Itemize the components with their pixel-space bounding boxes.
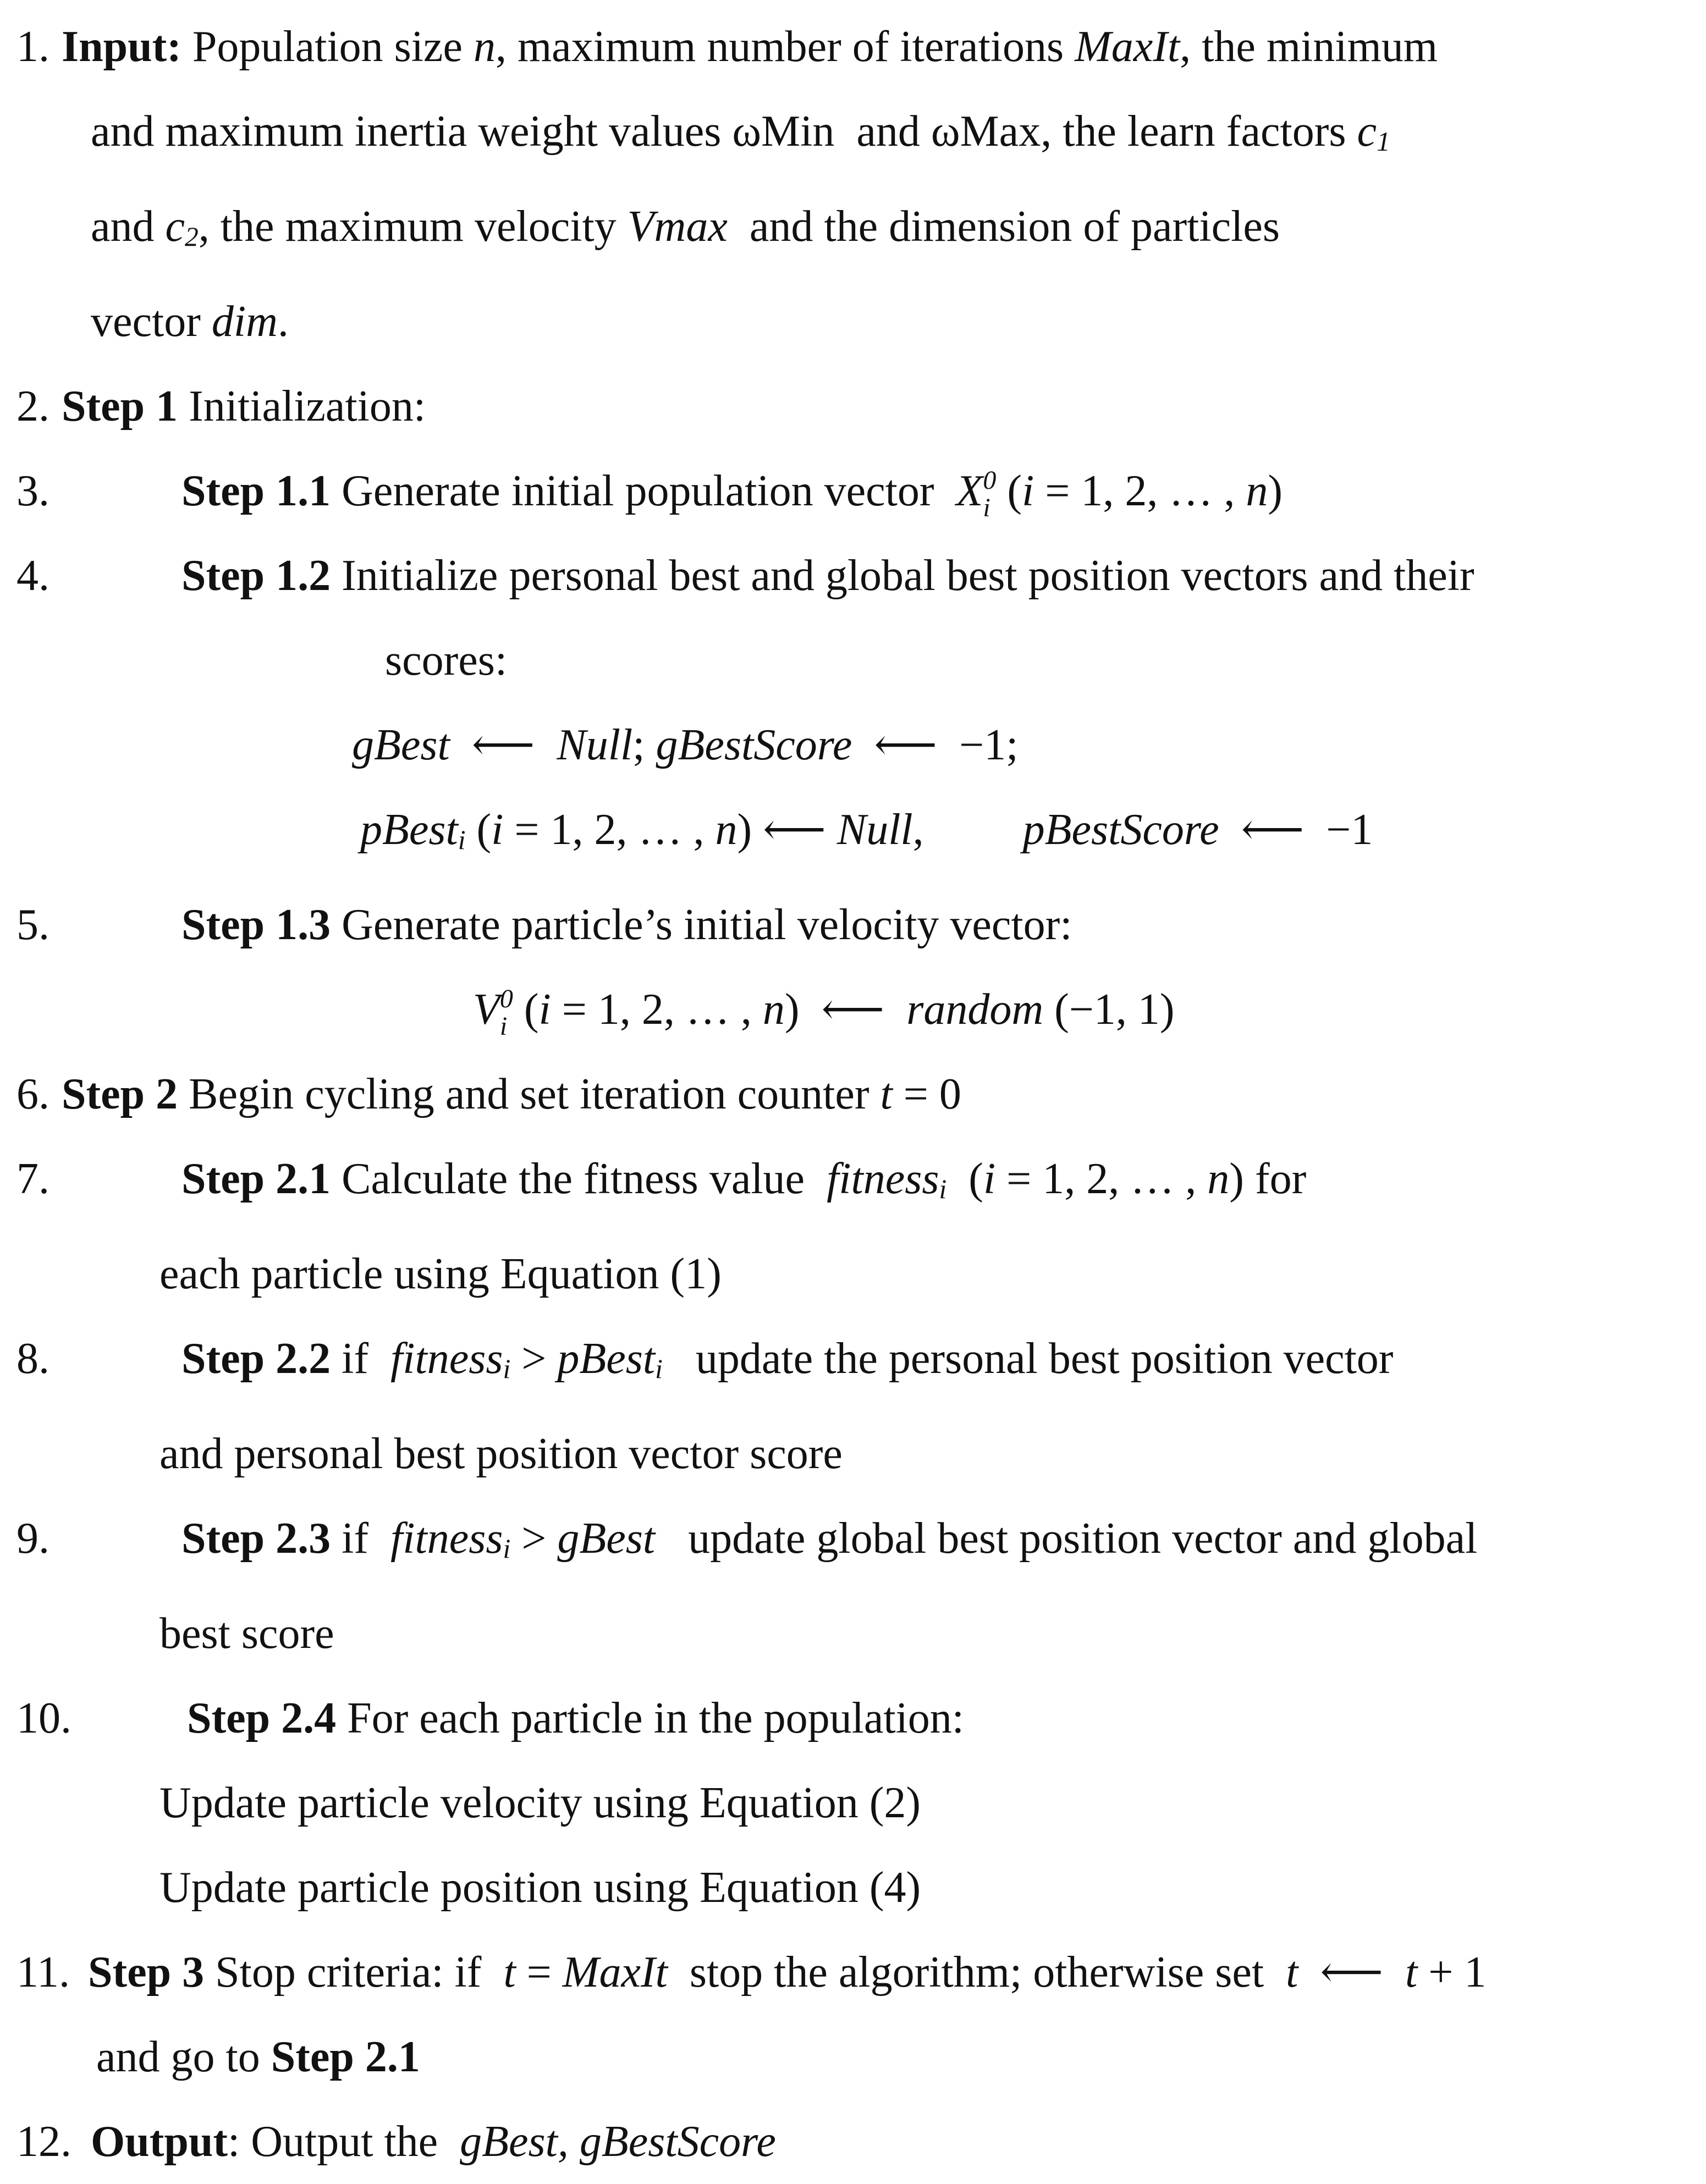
- math-segment: i: [538, 985, 551, 1034]
- algorithm-item: [16, 1930, 1693, 2099]
- math-segment: i: [1022, 466, 1034, 515]
- text-segment: = 1, 2, … ,: [995, 1154, 1208, 1203]
- item-number: 11.: [16, 1948, 70, 1997]
- math-segment: i: [655, 1353, 663, 1384]
- text-segment: , the maximum velocity: [198, 202, 628, 251]
- math-segment: n: [473, 23, 496, 71]
- text-segment: vector: [91, 297, 212, 346]
- subscript: i: [499, 1011, 508, 1041]
- text-segment: ) ⟵: [784, 985, 907, 1034]
- algorithm-item: [16, 1052, 1693, 1137]
- text-segment: ⟵: [449, 720, 557, 769]
- math-segment: Null: [557, 720, 633, 769]
- text-segment: =: [515, 1948, 563, 1997]
- line-content: [62, 4, 1693, 89]
- math-segment: t: [880, 1069, 893, 1118]
- math-segment: n: [762, 985, 785, 1034]
- text-segment: Generate particle’s initial velocity vector:: [331, 900, 1072, 949]
- text-segment: Step 1.1: [181, 466, 331, 515]
- algorithm-line: [16, 1845, 1693, 1930]
- item-number: 12.: [16, 2117, 71, 2166]
- line-content: [62, 1052, 1693, 1137]
- algorithm-line: [16, 1137, 1693, 1232]
- text-segment: ;: [632, 720, 656, 769]
- algorithm-line: [16, 1316, 1693, 1411]
- math-segment: t: [503, 1948, 516, 1997]
- text-segment: = 1, 2, … ,: [503, 805, 716, 854]
- math-segment: Vmax: [627, 202, 728, 251]
- math-segment: fitness: [827, 1154, 939, 1203]
- math-segment: i: [983, 1154, 996, 1203]
- item-number: 5.: [16, 900, 49, 949]
- text-segment: Stop criteria: if: [204, 1948, 504, 1997]
- algorithm-line: [16, 1411, 1693, 1496]
- line-content: [181, 449, 1693, 533]
- text-segment: and the dimension of particles: [727, 202, 1280, 251]
- algorithm-line: [16, 787, 1693, 883]
- text-segment: Step 1.2: [181, 551, 331, 600]
- text-segment: Input:: [62, 23, 181, 71]
- text-segment: , the minimum: [1180, 23, 1438, 71]
- item-number: 7.: [16, 1154, 49, 1203]
- text-segment: Step 2.2: [181, 1334, 331, 1383]
- item-number: 6.: [16, 1069, 49, 1118]
- math-segment: MaxIt: [562, 1948, 668, 1997]
- superscript: 0: [499, 984, 513, 1013]
- math-segment: c: [165, 202, 185, 251]
- algorithm-line: [16, 1232, 1693, 1316]
- subscript: i: [983, 493, 990, 522]
- text-segment: Begin cycling and set iteration counter: [178, 1069, 880, 1118]
- line-content: [181, 533, 1693, 618]
- math-segment: i: [503, 1533, 511, 1564]
- math-segment: random: [906, 985, 1044, 1034]
- algorithm-line: [16, 1052, 1693, 1137]
- text-segment: >: [510, 1334, 558, 1383]
- text-segment: Population size: [181, 23, 474, 71]
- text-segment: ,: [912, 805, 924, 854]
- text-segment: Step 2: [62, 1069, 178, 1118]
- text-segment: ): [1268, 466, 1283, 515]
- algorithm-item: [16, 1316, 1693, 1496]
- algorithm-line: [16, 364, 1693, 449]
- algorithm-line: [16, 89, 1693, 184]
- algorithm-item: [16, 4, 1693, 364]
- text-segment: Step 1: [62, 382, 178, 431]
- algorithm-item: [16, 1496, 1693, 1676]
- algorithm-line: [16, 2099, 1693, 2184]
- line-content: [360, 787, 1693, 883]
- text-segment: each particle using Equation (1): [159, 1249, 722, 1298]
- math-segment: t: [1405, 1948, 1418, 1997]
- math-segment: dim: [211, 297, 278, 346]
- algorithm-item: [16, 1137, 1693, 1316]
- text-segment: : Output the: [227, 2117, 460, 2166]
- text-segment: and: [91, 202, 166, 251]
- algorithm-line: [16, 2015, 1693, 2099]
- algorithm-item: [16, 533, 1693, 883]
- line-content: [181, 1496, 1693, 1591]
- line-content: [88, 1930, 1693, 2015]
- algorithm-item: [16, 1676, 1693, 1930]
- algorithm-line: [16, 1676, 1693, 1761]
- line-content: [91, 2099, 1693, 2184]
- text-segment: and personal best position vector score: [159, 1429, 843, 1478]
- math-segment: V: [473, 985, 500, 1034]
- math-segment: i: [939, 1173, 947, 1204]
- math-segment: pBest: [360, 805, 458, 854]
- algorithm-line: [16, 1496, 1693, 1591]
- math-segment: t: [1286, 1948, 1298, 1997]
- text-segment: Step 3: [88, 1948, 205, 1997]
- text-segment: Initialization:: [178, 382, 426, 431]
- text-segment: update the personal best position vector: [662, 1334, 1394, 1383]
- line-content: [181, 1316, 1693, 1411]
- text-segment: Update particle position using Equation (4): [159, 1863, 921, 1912]
- text-segment: and maximum inertia weight values ωMin and ωMax, the learn factors: [91, 107, 1357, 156]
- algorithm-line: [16, 883, 1693, 967]
- line-content: [159, 1232, 1693, 1316]
- item-number: 2.: [16, 382, 49, 431]
- algorithm-line: [16, 533, 1693, 618]
- algorithm-item: [16, 449, 1693, 533]
- stacked-script: [500, 985, 513, 1041]
- text-segment: = 1, 2, … ,: [551, 985, 763, 1034]
- text-segment: stop the algorithm; otherwise set: [667, 1948, 1286, 1997]
- text-segment: Generate initial population vector: [331, 466, 956, 515]
- algorithm-line: [16, 1930, 1693, 2015]
- text-segment: if: [331, 1514, 391, 1563]
- math-segment: i: [458, 824, 466, 855]
- text-segment: Calculate the fitness value: [331, 1154, 827, 1203]
- text-segment: + 1: [1417, 1948, 1487, 1997]
- text-segment: (: [465, 805, 492, 854]
- algorithm-item: [16, 2099, 1693, 2184]
- line-content: [159, 1411, 1693, 1496]
- algorithm-line: [16, 703, 1693, 787]
- line-content: [159, 1761, 1693, 1845]
- line-content: [96, 2015, 1693, 2099]
- algorithm-item: [16, 883, 1693, 1052]
- math-segment: n: [1207, 1154, 1230, 1203]
- algorithm-line: [16, 4, 1693, 89]
- text-segment: ⟵: [1298, 1948, 1405, 1997]
- line-content: [352, 703, 1693, 787]
- algorithm-line: [16, 1761, 1693, 1845]
- math-segment: pBest: [557, 1334, 656, 1383]
- algorithm-line: [16, 184, 1693, 279]
- math-segment: fitness: [390, 1334, 503, 1383]
- text-segment: Step 2.1: [181, 1154, 331, 1203]
- text-segment: ) for: [1229, 1154, 1307, 1203]
- item-number: 1.: [16, 23, 49, 71]
- text-segment: Step 2.4: [187, 1694, 337, 1742]
- algorithm-line: [16, 967, 1693, 1052]
- line-content: [181, 1137, 1693, 1232]
- algorithm-item: [16, 364, 1693, 449]
- math-segment: gBestScore: [656, 720, 852, 769]
- text-segment: ⟵ −1;: [852, 720, 1019, 769]
- text-segment: , maximum number of iterations: [495, 23, 1075, 71]
- text-segment: Update particle velocity using Equation (2): [159, 1778, 921, 1827]
- text-segment: Step 2.3: [181, 1514, 331, 1563]
- algorithm-line: [16, 1591, 1693, 1676]
- text-segment: ) ⟵: [737, 805, 837, 854]
- math-segment: n: [715, 805, 738, 854]
- algorithm-line: [16, 618, 1693, 703]
- text-segment: (: [996, 466, 1022, 515]
- text-segment: update global best position vector and global: [655, 1514, 1478, 1563]
- item-number: 10.: [16, 1694, 71, 1742]
- text-segment: best score: [159, 1609, 334, 1658]
- math-segment: X: [956, 466, 983, 515]
- item-number: 4.: [16, 551, 49, 600]
- math-segment: pBestScore: [1022, 805, 1219, 854]
- line-content: [187, 1676, 1693, 1761]
- text-segment: Output: [91, 2117, 228, 2166]
- math-segment: Null: [837, 805, 913, 854]
- item-number: 3.: [16, 466, 49, 515]
- text-segment: ⟵ −1: [1219, 805, 1373, 854]
- math-segment: fitness: [390, 1514, 503, 1563]
- math-segment: MaxIt: [1075, 23, 1180, 71]
- text-segment: Initialize personal best and global best position vectors and their: [331, 551, 1474, 600]
- math-segment: c: [1357, 107, 1377, 156]
- math-segment: 1: [1376, 126, 1390, 157]
- math-segment: i: [491, 805, 504, 854]
- item-number: 9.: [16, 1514, 49, 1563]
- text-segment: (−1, 1): [1043, 985, 1175, 1034]
- text-segment: >: [510, 1514, 558, 1563]
- text-segment: Step 1.3: [181, 900, 331, 949]
- math-segment: i: [503, 1353, 511, 1384]
- math-segment: gBest: [352, 720, 450, 769]
- text-segment: = 1, 2, … ,: [1034, 466, 1246, 515]
- text-segment: and go to: [96, 2032, 271, 2081]
- line-content: [159, 1845, 1693, 1930]
- algorithm-line: [16, 279, 1693, 364]
- algorithm-line: [16, 449, 1693, 533]
- math-segment: 2: [185, 221, 199, 252]
- line-content: [159, 1591, 1693, 1676]
- line-content: [91, 89, 1693, 184]
- text-segment: .: [277, 297, 289, 346]
- line-content: [62, 364, 1693, 449]
- math-segment: n: [1246, 466, 1268, 515]
- text-segment: (: [946, 1154, 983, 1203]
- text-segment: = 0: [892, 1069, 961, 1118]
- line-content: [91, 279, 1693, 364]
- algorithm-list: [16, 4, 1693, 2184]
- text-segment: scores:: [385, 636, 508, 685]
- line-content: [91, 184, 1693, 279]
- text-segment: if: [331, 1334, 391, 1383]
- math-segment: gBest, gBestScore: [460, 2117, 776, 2166]
- line-content: [385, 618, 1693, 703]
- text-segment: Step 2.1: [271, 2032, 420, 2081]
- stacked-script: [983, 467, 996, 522]
- superscript: 0: [983, 465, 997, 495]
- line-content: [473, 967, 1693, 1052]
- item-number: 8.: [16, 1334, 49, 1383]
- text-segment: For each particle in the population:: [336, 1694, 965, 1742]
- line-content: [181, 883, 1693, 967]
- text-segment: (: [513, 985, 539, 1034]
- math-segment: gBest: [557, 1514, 656, 1563]
